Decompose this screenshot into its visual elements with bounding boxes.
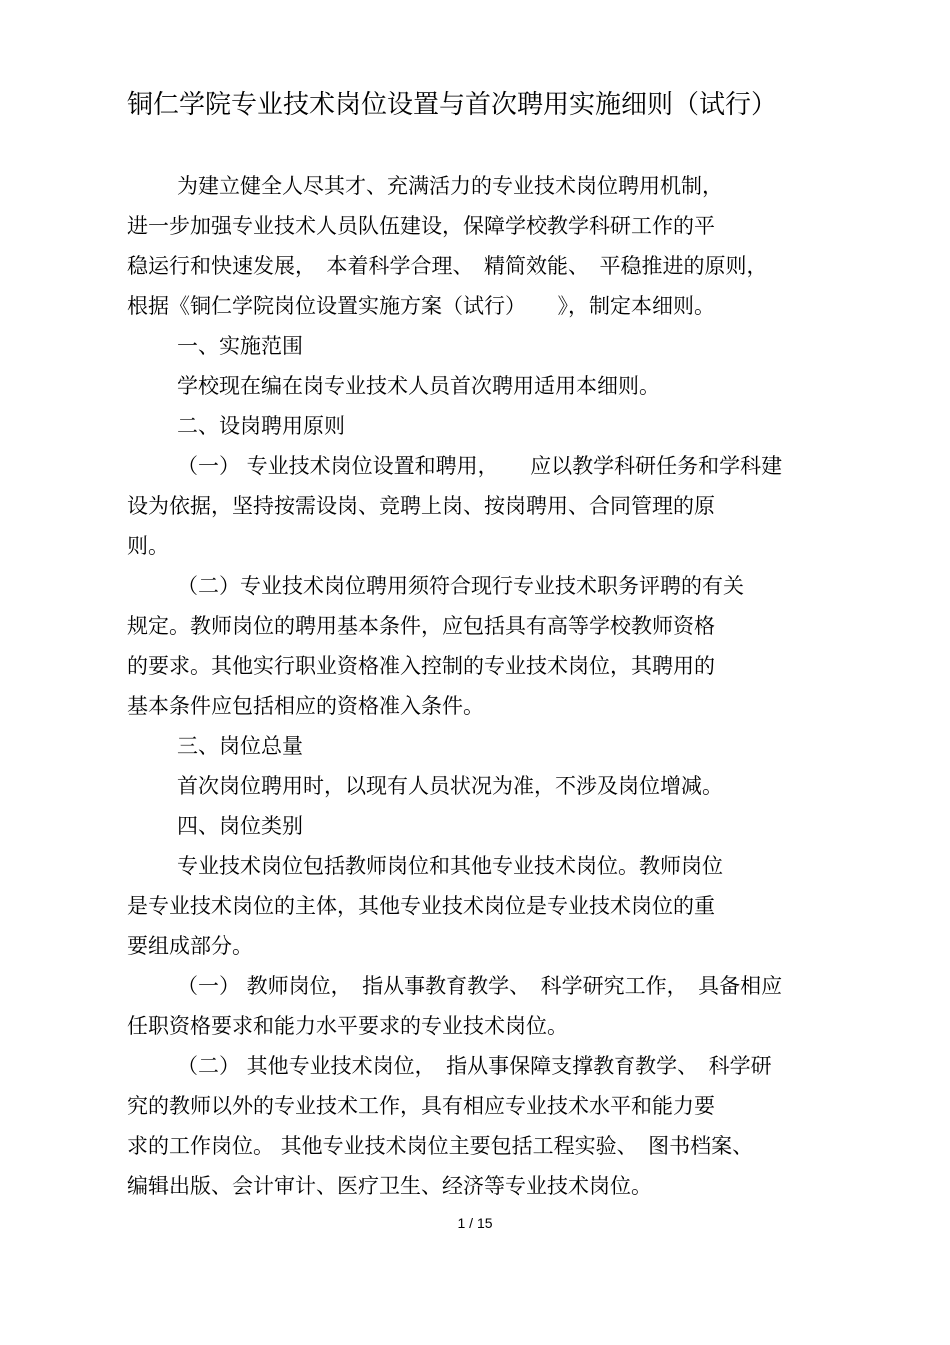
section-heading: 一、实施范围: [177, 334, 303, 358]
section-heading: 二、设岗聘用原则: [177, 414, 345, 438]
paragraph-line: （一） 教师岗位， 指从事教育教学、 科学研究工作， 具备相应: [177, 974, 783, 998]
paragraph-line: 基本条件应包括相应的资格准入条件。: [127, 694, 484, 718]
section-heading: 四、岗位类别: [177, 814, 303, 838]
paragraph-line: 稳运行和快速发展， 本着科学合理、 精简效能、 平稳推进的原则，: [127, 254, 768, 278]
paragraph-line: 则。: [127, 534, 169, 558]
page-number: 1 / 15: [457, 1215, 493, 1231]
paragraph-line: 为建立健全人尽其才、充满活力的专业技术岗位聘用机制，: [177, 174, 723, 198]
paragraph-line: 进一步加强专业技术人员队伍建设，保障学校教学科研工作的平: [127, 214, 715, 238]
paragraph-line: 究的教师以外的专业技术工作，具有相应专业技术水平和能力要: [127, 1094, 715, 1118]
paragraph-line: （一） 专业技术岗位设置和聘用， 应以教学科研任务和学科建: [177, 454, 783, 478]
paragraph-line: 规定。教师岗位的聘用基本条件，应包括具有高等学校教师资格: [127, 614, 715, 638]
paragraph-line: （二） 其他专业技术岗位， 指从事保障支撑教育教学、 科学研: [177, 1054, 772, 1078]
paragraph-line: 首次岗位聘用时，以现有人员状况为准，不涉及岗位增减。: [177, 774, 723, 798]
paragraph-line: 求的工作岗位。 其他专业技术岗位主要包括工程实验、 图书档案、: [127, 1134, 754, 1158]
paragraph-line: 的要求。其他实行职业资格准入控制的专业技术岗位，其聘用的: [127, 654, 715, 678]
section-heading: 三、岗位总量: [177, 734, 303, 758]
paragraph-line: 专业技术岗位包括教师岗位和其他专业技术岗位。教师岗位: [177, 854, 723, 878]
paragraph-line: 要组成部分。: [127, 934, 253, 958]
paragraph-line: 任职资格要求和能力水平要求的专业技术岗位。: [127, 1014, 568, 1038]
paragraph-line: 学校现在编在岗专业技术人员首次聘用适用本细则。: [177, 374, 660, 398]
paragraph-line: 是专业技术岗位的主体，其他专业技术岗位是专业技术岗位的重: [127, 894, 715, 918]
paragraph-line: 根据《铜仁学院岗位设置实施方案（试行） 》，制定本细则。: [127, 294, 715, 318]
paragraph-line: 设为依据，坚持按需设岗、竞聘上岗、按岗聘用、合同管理的原: [127, 494, 715, 518]
paragraph-line: （二）专业技术岗位聘用须符合现行专业技术职务评聘的有关: [177, 574, 744, 598]
paragraph-line: 编辑出版、会计审计、医疗卫生、经济等专业技术岗位。: [127, 1174, 652, 1198]
document-title: 铜仁学院专业技术岗位设置与首次聘用实施细则（试行）: [127, 90, 778, 120]
